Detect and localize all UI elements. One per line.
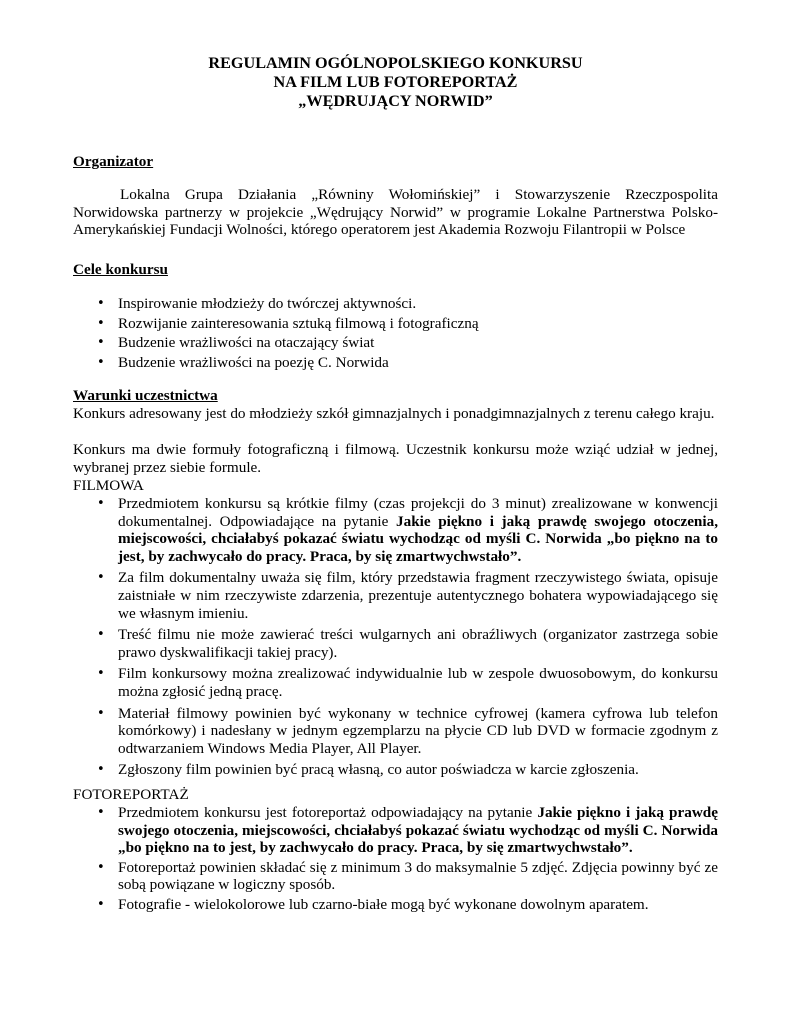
list-item: • Budzenie wrażliwości na otaczający świat (73, 334, 718, 352)
list-item: • Fotoreportaż powinien składać się z minimum 3 do maksymalnie 5 zdjęć. Zdjęcia powinny być ze sobą powiązane w logiczny sposób. (73, 859, 718, 894)
warunki-paragraph-2: Konkurs ma dwie formuły fotograficzną i filmową. Uczestnik konkursu może wziąć udział w jednej, wybranej przez siebie formule. (73, 441, 718, 476)
list-item (73, 495, 718, 565)
warunki-paragraph-1: Konkurs adresowany jest do młodzieży szkół gimnazjalnych i ponadgimnazjalnych z terenu całego kraju. (73, 405, 715, 422)
fotoreportaz-list (73, 804, 718, 916)
list-item (73, 804, 718, 857)
warunki-heading: Warunki uczestnictwa (73, 387, 218, 404)
fotoreportaz-item-1-text: Przedmiotem konkursu jest fotoreportaż odpowiadający na pytanie (118, 804, 538, 821)
cele-list (73, 295, 718, 373)
fotoreportaz-item-1-question: Jakie piękno i jaką prawdę swojego otoczenia, miejscowości, chciałabyś pokazać światu wychodząc od myśli C. Norwida „bo piękno na to jest, by zachwycało do pracy. Praca, by się zmartwychwstało”. (118, 804, 718, 857)
list-item: • Rozwijanie zainteresowania sztuką filmową i fotograficzną (73, 315, 718, 333)
title-line-3: „WĘDRUJĄCY NORWID” (298, 92, 493, 110)
organizator-heading: Organizator (73, 153, 154, 170)
cele-heading: Cele konkursu (73, 261, 168, 278)
list-item: • Fotografie - wielokolorowe lub czarno-białe mogą być wykonane dowolnym aparatem. (73, 896, 718, 914)
document-title (73, 54, 718, 111)
filmowa-label: FILMOWA (73, 477, 144, 494)
list-item: • Inspirowanie młodzieży do twórczej aktywności. (73, 295, 718, 313)
title-line-2: NA FILM LUB FOTOREPORTAŻ (273, 73, 518, 91)
list-item: • Budzenie wrażliwości na poezję C. Norwida (73, 354, 718, 372)
organizator-paragraph: Lokalna Grupa Działania „Równiny Wołomińskiej” i Stowarzyszenie Rzeczpospolita Norwidowska partnerzy w projekcie „Wędrujący Norwid” w programie Lokalne Partnerstwa Polsko-Amerykańskiej Fundacji Wolności, którego operatorem jest Akademia Rozwoju Filantropii w Polsce (73, 186, 718, 239)
list-item: • Materiał filmowy powinien być wykonany w technice cyfrowej (kamera cyfrowa lub telefon komórkowy) i nadesłany w jednym egzemplarzu na płycie CD lub DVD w formacie zgodnym z odtwarzaniem Windows Media Player, All Player. (73, 705, 718, 758)
list-item: • Zgłoszony film powinien być pracą własną, co autor poświadcza w karcie zgłoszenia. (73, 761, 718, 779)
fotoreportaz-label: FOTOREPORTAŻ (73, 786, 189, 803)
list-item: • Za film dokumentalny uważa się film, który przedstawia fragment rzeczywistego świata, opisuje zaistniałe w nim rzeczywiste zdarzenia, prezentuje autentycznego bohatera wypowiadającego się we własnym imieniu. (73, 569, 718, 622)
filmowa-item-1-question: Jakie piękno i jaką prawdę swojego otoczenia, miejscowości, chciałabyś pokazać światu wychodząc od myśli C. Norwida „bo piękno na to jest, by zachwycało do pracy. Praca, by się zmartwychwstało”. (118, 512, 718, 565)
list-item: • Film konkursowy można zrealizować indywidualnie lub w zespole dwuosobowym, do konkursu można zgłosić jedną pracę. (73, 665, 718, 700)
title-line-1: REGULAMIN OGÓLNOPOLSKIEGO KONKURSU (208, 54, 583, 72)
filmowa-list (73, 495, 718, 783)
list-item: • Treść filmu nie może zawierać treści wulgarnych ani obraźliwych (organizator zastrzega sobie prawo dyskwalifikacji takiej pracy). (73, 626, 718, 661)
document-page (73, 0, 718, 1024)
filmowa-item-1-text: Przedmiotem konkursu są krótkie filmy (czas projekcji do 3 minut) zrealizowane w konwencji dokumentalnej. Odpowiadające na pytanie (118, 495, 718, 530)
